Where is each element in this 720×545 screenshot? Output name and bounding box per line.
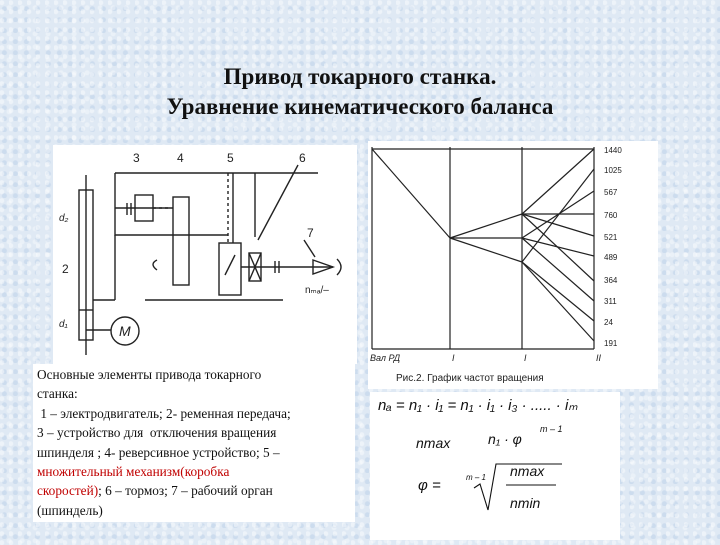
caption-line-mixed <box>37 481 355 500</box>
caption-rest-part: ; 6 – тормоз; 7 – рабочий орган <box>98 483 273 499</box>
caption-red-part: скоростей) <box>37 483 99 499</box>
caption-line: (шпиндель) <box>37 502 103 518</box>
gearbox-5 <box>219 243 241 295</box>
formula-nmax-num: nmax <box>510 463 545 479</box>
speed-label: 567 <box>604 188 618 197</box>
formula-phi-lhs: φ = <box>418 477 441 494</box>
drive-scheme <box>53 145 357 364</box>
caption-line: 1 – электродвигатель; 2- ременная передача; <box>37 405 291 421</box>
caption-line: Основные элементы привода токарного <box>37 367 262 382</box>
label-6: 6 <box>299 151 306 165</box>
caption-line: 3 – устройство для отключения вращения <box>37 425 277 441</box>
label-4: 4 <box>177 151 184 165</box>
label-d1: d₁ <box>59 319 68 330</box>
formula-nmax-rhs: n₁ · φ <box>488 431 522 447</box>
title-line-2: Уравнение кинематического баланса <box>166 94 554 119</box>
formula-nmax-lhs: nmax <box>416 435 451 451</box>
label-n: nₘₐ/– <box>305 285 329 296</box>
speed-graph-drawing <box>368 141 658 389</box>
speed-label: 1025 <box>604 166 622 175</box>
speed-label: 24 <box>604 318 613 327</box>
speed-label: 364 <box>604 276 618 285</box>
caption-line: шпинделя ; 4- реверсивное устройство; 5 – <box>37 444 280 460</box>
speed-label: 1440 <box>604 146 622 155</box>
speed-label: 760 <box>604 211 618 220</box>
speed-label: 311 <box>604 297 617 306</box>
speed-label: 521 <box>604 233 618 242</box>
formula-drawing <box>370 392 620 540</box>
speed-label: 191 <box>604 339 618 348</box>
axis-label-motor-shaft: Вал РД <box>370 353 401 363</box>
label-3: 3 <box>133 151 140 165</box>
reverse-device-4 <box>173 197 189 285</box>
label-motor: M <box>119 323 131 339</box>
label-2: 2 <box>62 262 69 276</box>
caption-panel <box>33 364 355 522</box>
caption-line: станка: <box>37 386 78 402</box>
formula-nmin-den: nmin <box>510 495 541 511</box>
title-line-1: Привод токарного станка. <box>223 64 497 89</box>
label-7: 7 <box>307 226 314 240</box>
speed-label: 489 <box>604 253 618 262</box>
formula-nmax-exp: m – 1 <box>540 424 563 434</box>
axis-label-shaft-2: I <box>524 353 527 363</box>
label-5: 5 <box>227 151 234 165</box>
slide-title <box>0 62 720 122</box>
drive-elements-caption <box>37 365 355 520</box>
graph-caption: Рис.2. График частот вращения <box>396 373 544 384</box>
formula-root-index: m – 1 <box>466 473 487 482</box>
formula-panel <box>370 392 620 540</box>
drive-scheme-drawing <box>53 145 357 364</box>
speed-graph <box>368 141 658 389</box>
caption-line-red: множительный механизм(коробка <box>37 464 230 480</box>
axis-label-shaft-1: I <box>452 353 455 363</box>
label-d2: d₂ <box>59 213 69 224</box>
formula-speed-chain: nₐ = n₁ · i₁ = n₁ · i₁ · i₃ · ..... · iₘ <box>378 397 578 414</box>
axis-label-shaft-3: II <box>596 353 602 363</box>
